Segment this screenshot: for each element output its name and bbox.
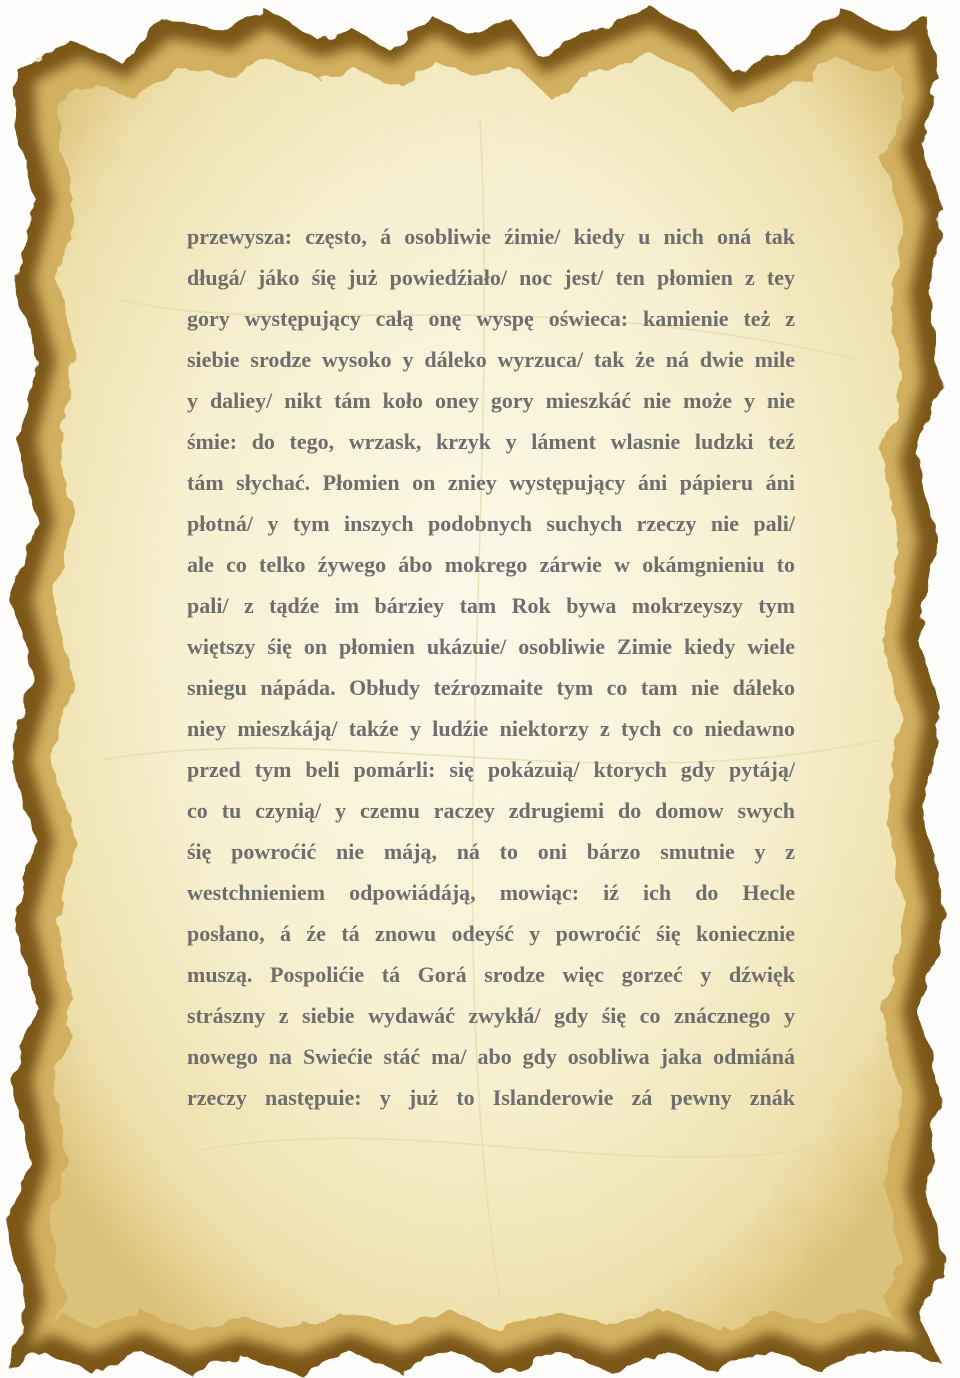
text-line-6: śmie: do tego, wrzask, krzyk y láment wlasnie ludzki teź xyxy=(187,429,795,454)
text-line-18: posłano, á źe tá znowu odeyść y powroćić śię koniecznie xyxy=(187,921,795,946)
text-line-14: przed tym beli pomárli: się pokázuią/ ktorych gdy pytáją/ xyxy=(187,757,795,782)
text-line-15: co tu czynią/ y czemu raczey zdrugiemi do domow swych xyxy=(187,798,795,823)
text-line-19: muszą. Pospolićie tá Gorá srodze więc gorzeć y dźwięk xyxy=(187,962,795,987)
text-line-8: płotná/ y tym inszych podobnych suchych rzeczy nie pali/ xyxy=(187,511,795,536)
text-line-1: przewysza: często, á osobliwie źimie/ kiedy u nich oná tak xyxy=(187,224,795,249)
text-line-9: ale co telko źywego ábo mokrego zárwie w okámgnieniu to xyxy=(187,552,795,577)
text-line-12: sniegu nápáda. Obłudy teźrozmaite tym co tam nie dáleko xyxy=(187,675,795,700)
text-line-11: więtszy śię on płomien ukázuie/ osobliwie Zimie kiedy wiele xyxy=(187,634,795,659)
text-line-5: y daliey/ nikt tám koło oney gory mieszkáć nie może y nie xyxy=(187,388,795,413)
text-line-22: rzeczy następuie: y już to Islanderowie zá pewny znák xyxy=(187,1085,795,1110)
text-line-3: gory występujący całą onę wyspę oświeca: kamienie też z xyxy=(187,306,795,331)
text-line-21: nowego na Swiećie stáć ma/ abo gdy osobliwa jaka odmiáná xyxy=(187,1044,795,1069)
text-line-2: długá/ jáko śię już powiedźiało/ noc jest/ ten płomien z tey xyxy=(187,265,795,290)
text-line-13: niey mieszkáją/ takźe y ludźie niektorzy z tych co niedawno xyxy=(187,716,795,741)
text-line-20: strászny z siebie wydawáć zwykłá/ gdy śię co znácznego y xyxy=(187,1003,795,1028)
text-line-16: śię powroćić nie máją, ná to oni bárzo smutnie y z xyxy=(187,839,795,864)
text-line-7: tám słychać. Płomien on zniey występujący áni pápieru áni xyxy=(187,470,795,495)
text-line-4: siebie srodze wysoko y dáleko wyrzuca/ tak że ná dwie mile xyxy=(187,347,795,372)
document-text xyxy=(187,216,795,1118)
text-line-17: westchnieniem odpowiádáją, mowiąc: iź ich do Hecle xyxy=(187,880,795,905)
text-line-10: pali/ z tądźe im bárziey tam Rok bywa mokrzeyszy tym xyxy=(187,593,795,618)
